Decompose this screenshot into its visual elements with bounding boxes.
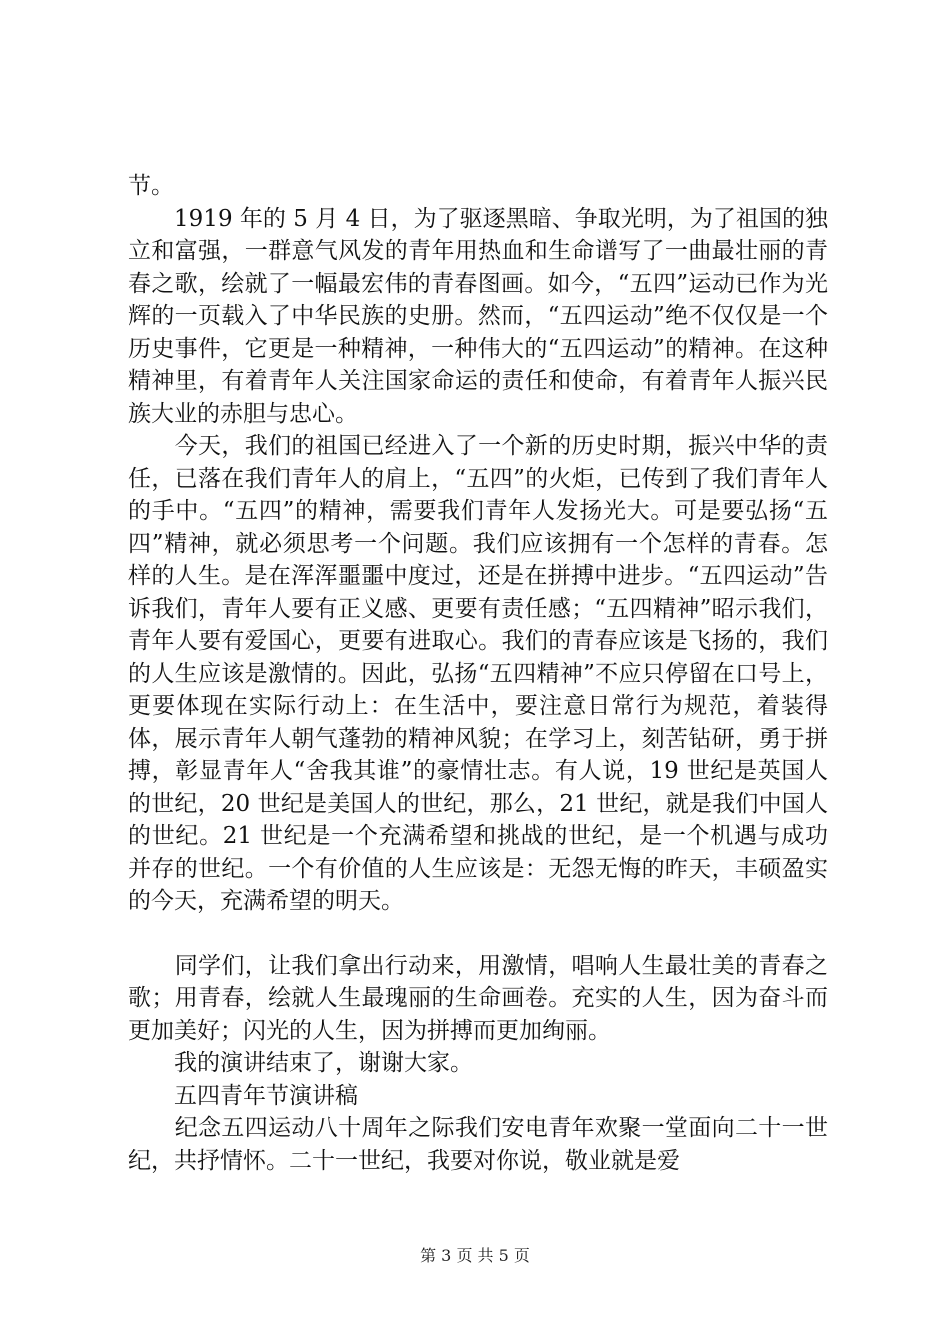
- section-heading: 五四青年节演讲稿: [128, 1082, 358, 1109]
- paragraph-classmates: 同学们，让我们拿出行动来，用激情，唱响人生最壮美的青春之歌；用青春，绘就人生最瑰丽的生命画卷。充实的人生，因为奋斗而更加美好；闪光的人生，因为拼搏而更加绚丽。: [128, 952, 828, 1044]
- page-footer: [0, 1243, 950, 1266]
- paragraph-closing: 我的演讲结束了，谢谢大家。: [128, 1050, 473, 1076]
- paragraph-may-fourth-1919: 1919 年的 5 月 4 日，为了驱逐黑暗、争取光明，为了祖国的独立和富强，一群意气风发的青年用热血和生命谱写了一曲最壮丽的青春之歌，绘就了一幅最宏伟的青春图画。如今，“五四”运动已作为光辉的一页载入了中华民族的史册。然而，“五四运动”绝不仅仅是一个历史事件，它更是一种精神，一种伟大的“五四运动”的精神。在这种精神里，有着青年人关注国家命运的责任和使命，有着青年人振兴民族大业的赤胆与忠心。: [128, 205, 828, 427]
- document-body: [128, 170, 828, 1177]
- paragraph-anniversary: 纪念五四运动八十周年之际我们安电青年欢聚一堂面向二十一世纪，共抒情怀。二十一世纪，我要对你说，敬业就是爱: [128, 1115, 828, 1174]
- paragraph-today: 今天，我们的祖国已经进入了一个新的历史时期，振兴中华的责任，已落在我们青年人的肩上，“五四”的火炬，已传到了我们青年人的手中。“五四”的精神，需要我们青年人发扬光大。可是要弘扬“五四”精神，就必须思考一个问题。我们应该拥有一个怎样的青春。怎样的人生。是在浑浑噩噩中度过，还是在拼搏中进步。“五四运动”告诉我们，青年人要有正义感、更要有责任感；“五四精神”昭示我们，青年人要有爱国心，更要有进取心。我们的青春应该是飞扬的，我们的人生应该是激情的。因此，弘扬“五四精神”不应只停留在口号上，更要体现在实际行动上：在生活中，要注意日常行为规范，着装得体，展示青年人朝气蓬勃的精神风貌；在学习上，刻苦钻研，勇于拼搏，彰显青年人“舍我其谁”的豪情壮志。有人说，19 世纪是英国人的世纪，20 世纪是美国人的世纪，那么，21 世纪，就是我们中国人的世纪。21 世纪是一个充满希望和挑战的世纪，是一个机遇与成功并存的世纪。一个有价值的人生应该是：无怨无悔的昨天，丰硕盈实的今天，充满希望的明天。: [128, 433, 828, 914]
- page-number-label: 第 3 页 共 5 页: [420, 1246, 530, 1265]
- paragraph-continuation: 节。: [128, 173, 174, 199]
